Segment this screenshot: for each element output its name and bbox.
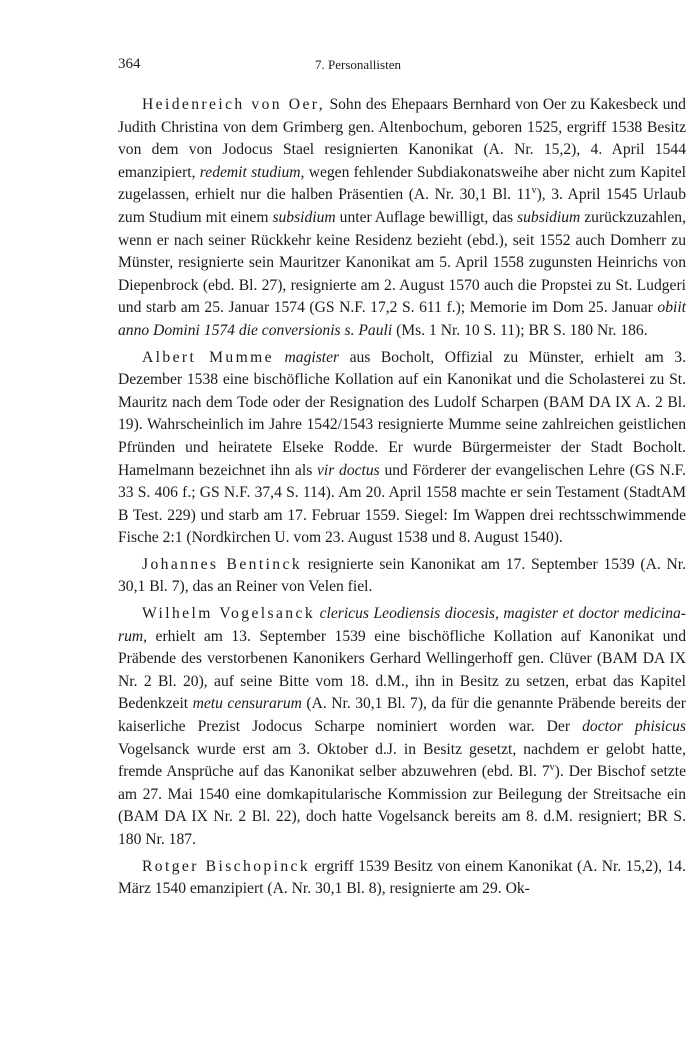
entry-paragraph: Albert Mumme magister aus Bocholt, Offizial zu Münster, erhielt am 3. Dezember 1538 eine bischöfliche Kollation auf ein Kanonikat und die Scholasterei zu St. Mauritz nach dem Tode oder der Resignation des Ludolf Scharpen (BAM DA IX A. 2 Bl. 19). Wahrscheinlich im Jahre 1542/1543 resignierte Mumme seine zahlreichen geistlichen Pfründen und heiratete Elseke Rodde. Er wurde Bürgermeister der Stadt Bocholt. Hamelmann bezeichnet ihn als vir doctus und Förderer der evangelischen Lehre (GS N.F. 33 S. 406 f.; GS N.F. 37,4 S. 114). Am 20. April 1558 machte er sein Testament (StadtAM B Test. 229) und starb am 17. Februar 1559. Siegel: Im Wappen drei rechtsschwimmende Fische 2:1 (Nordkirchen U. vom 23. August 1538 und 8. August 1540). [118,348,686,547]
running-head: 7. Personallisten [315,57,401,72]
entry-paragraph: Heidenreich von Oer, Sohn des Ehepaars Bernhard von Oer zu Kakesbeck und Judith Christina von dem Grimberg gen. Altenbochum, geboren 1525, ergriff 1538 Besitz von dem von Jodocus Stael resignierten Kanonikat (A. Nr. 15,2), 4. April 1544 emanzipiert, redemit studium, wegen fehlender Subdiakonatsweihe aber nicht zum Kapitel zugelassen, erhielt nur die halben Präsentien (A. Nr. 30,1 Bl. 11$^v$), 3. April 1545 Urlaub zum Studium mit einem subsidium unter Auflage bewilligt, das subsidium zurückzuzahlen, wenn er nach seiner Rückkehr keine Residenz bezieht (ebd.), seit 1552 auch Domherr zu Münster, resignierte sein Mauritzer Kanonikat am 5. April 1558 zugunsten Heinrichs von Diepenbrock (ebd. Bl. 27), resignierte am 2. August 1570 auch die Propstei zu St. Ludgeri und starb am 25. Januar 1574 (GS N.F. 17,2 S. 611 f.); Memorie im Dom 25. Januar obiit anno Domini 1574 die conversionis s. Pauli (Ms. 1 Nr. 10 S. 11); BR S. 180 Nr. 186. [118,96,686,339]
page-body [118,94,686,905]
person-name: Johannes Bentinck [142,555,303,573]
person-name: Rotger Bischopinck [142,857,311,875]
person-name: Heidenreich von Oer, [142,96,326,113]
entry-paragraph: Wilhelm Vogelsanck clericus Leodiensis diocesis, magister et doctor medicinarum, erhielt am 13. September 1539 eine bischöfliche Kollation auf Kanonikat und Präbende des verstorbenen Kanonikers Gerhard Wellingerhoff gen. Clüver (BAM DA IX Nr. 2 Bl. 20), auf seine Bitte vom 18. d.M., ihn in Besitz zu setzen, erbat das Kapitel Bedenkzeit metu censurarum (A. Nr. 30,1 Bl. 7), da für die genannte Präbende bereits der kaiserliche Prezist Jodocus Scharpe nominiert worden war. Der doctor phisicus Vogelsanck wurde erst am 3. Oktober d.J. in Besitz gesetzt, nachdem er gelobt hatte, fremde Ansprüche auf das Kanonikat selber abzuwehren (ebd. Bl. 7$^v$). Der Bischof setzte am 27. Mai 1540 eine domkapitularische Kommission zur Beilegung der Streitsache ein (BAM DA IX Nr. 2 Bl. 22), doch hatte Vogelsanck bereits am 8. d.M. resigniert; BR S. 180 Nr. 187. [118,605,687,848]
page-number: 364 [118,56,141,72]
person-name: Albert Mumme [142,348,274,366]
page-header [118,56,598,78]
entry-paragraph: Johannes Bentinck resignierte sein Kanonikat am 17. September 1539 (A. Nr. 30,1 Bl. 7), das an Reiner von Velen fiel. [118,555,686,596]
person-name: Wilhelm Vogelsanck [142,605,316,623]
entry-paragraph: Rotger Bischopinck ergriff 1539 Besitz von einem Kanonikat (A. Nr. 15,2), 14. März 1540 emanzipiert (A. Nr. 30,1 Bl. 8), resignierte am 29. Ok- [118,857,686,898]
